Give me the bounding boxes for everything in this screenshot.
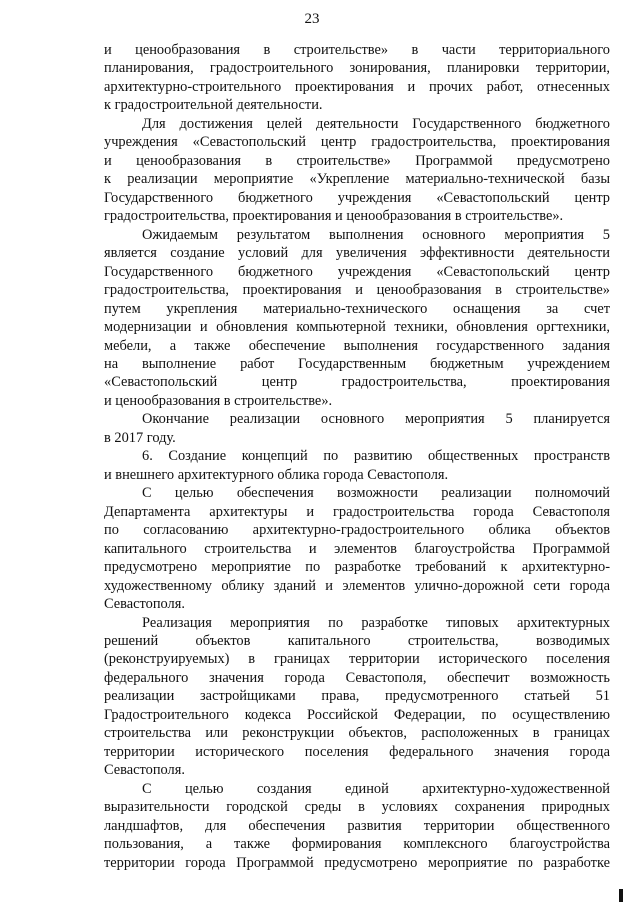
text-line: по согласованию архитектурно-градостроительного облика объектов: [104, 522, 610, 539]
text-line: «Севастопольский центр градостроительства, проектирования: [104, 374, 610, 391]
text-line: к реализации мероприятие «Укрепление материально-технической базы: [104, 171, 610, 188]
text-line: и внешнего архитектурного облика города Севастополя.: [104, 466, 449, 483]
text-line: территории исторического поселения федерального значения города: [104, 743, 610, 760]
text-line: учреждения «Севастопольский центр градостроительства, проектирования: [104, 134, 610, 151]
text-line: строительства или реконструкции объектов, расположенных в границах: [104, 725, 610, 742]
text-line: архитектурно-строительного проектирования и прочих работ, отнесенных: [104, 78, 610, 95]
text-line: Департамента архитектуры и градостроительства города Севастополя: [104, 503, 610, 520]
text-line: выразительности городской среды в условиях сохранения природных: [104, 799, 610, 816]
text-line: С целью создания единой архитектурно-художественной: [142, 780, 610, 797]
page-number: 23: [304, 11, 320, 27]
text-line: Окончание реализации основного мероприятия 5 планируется: [142, 411, 610, 428]
text-line: Севастополя.: [104, 596, 185, 613]
text-line: художественному облику зданий и элементов улично-дорожной сети города: [104, 577, 610, 594]
text-line: планирования, градостроительного зонирования, планировки территории,: [104, 60, 610, 77]
text-line: пользования, а также формирования комплексного благоустройства: [104, 836, 610, 853]
text-line: федерального значения города Севастополя, обеспечит возможность: [104, 669, 610, 686]
text-line: (реконструируемых) в границах территории исторического поселения: [104, 651, 610, 668]
scan-edge-mark: [619, 889, 623, 902]
text-line: предусмотрено мероприятие по разработке требований к архитектурно-: [104, 559, 610, 576]
text-line: модернизации и обновления компьютерной техники, обновления оргтехники,: [104, 319, 610, 336]
text-line: ландшафтов, для обеспечения развития территории общественного: [104, 817, 610, 834]
text-line: капитального строительства и элементов благоустройства Программой: [104, 540, 610, 557]
text-line: градостроительства, проектирования и ценообразования в строительстве».: [104, 208, 564, 225]
text-line: Градостроительного кодекса Российской Федерации, по осуществлению: [104, 706, 610, 723]
text-line: Для достижения целей деятельности Государственного бюджетного: [142, 115, 610, 132]
text-line: и ценообразования в строительстве».: [104, 392, 333, 409]
text-line: Государственного бюджетного учреждения «Севастопольский центр: [104, 189, 610, 206]
text-line: и ценообразования в строительстве» Программой предусмотрено: [104, 152, 610, 169]
text-line: в 2017 году.: [104, 429, 176, 446]
text-line: на выполнение работ Государственным бюджетным учреждением: [104, 355, 610, 372]
text-line: реализации застройщиками права, предусмотренного статьей 51: [104, 688, 610, 705]
text-line: Государственного бюджетного учреждения «Севастопольский центр: [104, 263, 610, 280]
text-line: Ожидаемым результатом выполнения основного мероприятия 5: [142, 226, 610, 243]
text-line: мебели, а также обеспечение выполнения государственного задания: [104, 337, 610, 354]
text-line: 6. Создание концепций по развитию общественных пространств: [142, 448, 610, 465]
text-line: Севастополя.: [104, 762, 185, 779]
text-line: является создание условий для увеличения эффективности деятельности: [104, 245, 610, 262]
text-line: путем укрепления материально-технического оснащения за счет: [104, 300, 610, 317]
text-line: градостроительства, проектирования и ценообразования в строительстве»: [104, 282, 610, 299]
text-line: к градостроительной деятельности.: [104, 97, 323, 114]
text-line: и ценообразования в строительстве» в части территориального: [104, 42, 610, 58]
text-line: решений объектов капитального строительства, возводимых: [104, 633, 610, 649]
text-line: С целью обеспечения возможности реализации полномочий: [142, 485, 610, 502]
text-line: территории города Программой предусмотрено мероприятие по разработке: [104, 854, 610, 871]
document-body: [104, 41, 610, 872]
text-line: Реализация мероприятия по разработке типовых архитектурных: [142, 614, 610, 631]
